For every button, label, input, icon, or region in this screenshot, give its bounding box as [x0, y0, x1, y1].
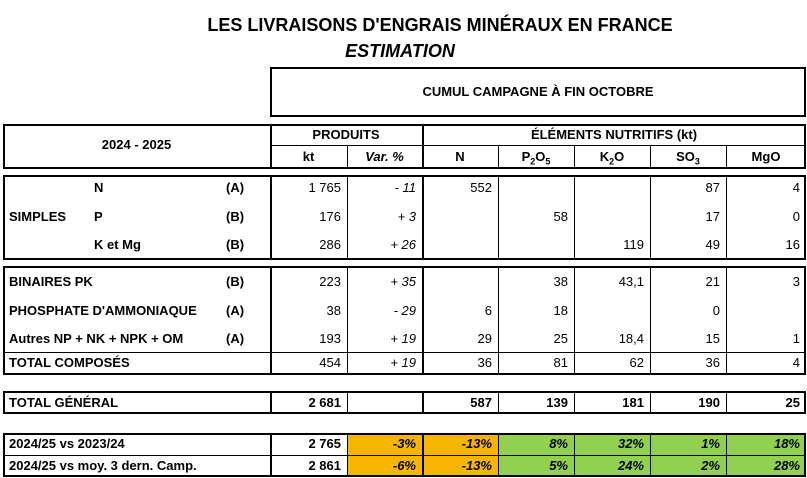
cell-mgo: 1	[792, 331, 800, 346]
row-code: (A)	[226, 303, 245, 318]
cell-var: - 11	[394, 180, 416, 195]
row-name: P	[94, 209, 103, 224]
page-subtitle: ESTIMATION	[345, 41, 455, 61]
cell-kt: 223	[319, 274, 341, 289]
page-title: LES LIVRAISONS D'ENGRAIS MINÉRAUX EN FRANCE	[207, 15, 673, 35]
row-name: PHOSPHATE D'AMMONIAQUE	[9, 303, 197, 318]
cell-k2o: 43,1	[618, 274, 644, 289]
cell-n: 552	[470, 180, 492, 195]
total-general-kt: 2 681	[308, 395, 341, 410]
comparison-mgo: 28%	[773, 458, 800, 473]
total-composes-mgo: 4	[792, 355, 800, 370]
cell-kt: 38	[326, 303, 341, 318]
cell-p2o5	[498, 233, 574, 257]
cell-n	[422, 270, 498, 294]
total-general-n: 587	[470, 395, 492, 410]
row-code: (B)	[226, 274, 245, 289]
cell-p2o5: 38	[553, 274, 568, 289]
so3-header: $SO_3$	[676, 149, 700, 167]
cell-so3: 21	[705, 274, 720, 289]
elements-header: ÉLÉMENTS NUTRITIFS (kt)	[530, 127, 698, 142]
cell-mgo: 4	[792, 180, 800, 195]
cell-var: + 19	[390, 331, 416, 346]
total-general-so3: 190	[698, 395, 720, 410]
total-composes-k2o: 62	[629, 355, 644, 370]
comparison-kt: 2 765	[308, 436, 341, 451]
cell-p2o5: 18	[553, 303, 568, 318]
cell-n: 6	[484, 303, 492, 318]
cell-mgo: 3	[792, 274, 800, 289]
cell-var: + 35	[390, 274, 416, 289]
total-general-p2o5: 139	[546, 395, 568, 410]
comparison-k2o: 24%	[617, 458, 644, 473]
row-code: (B)	[226, 237, 245, 252]
row-name: K et Mg	[94, 237, 141, 252]
cell-n	[422, 205, 498, 229]
cell-kt: 193	[319, 331, 341, 346]
cell-k2o: 18,4	[618, 331, 644, 346]
row-code: (B)	[226, 209, 245, 224]
mgo-header: MgO	[751, 149, 781, 164]
cell-n	[422, 233, 498, 257]
comparison-k2o: 32%	[617, 436, 644, 451]
period-label: CUMUL CAMPAGNE À FIN OCTOBRE	[422, 84, 654, 99]
produits-header: PRODUITS	[312, 127, 380, 142]
total-general-label: TOTAL GÉNÉRAL	[9, 395, 119, 410]
cell-so3: 0	[712, 303, 720, 318]
cell-p2o5: 58	[553, 209, 568, 224]
comparison-var: -3%	[392, 436, 416, 451]
n-header: N	[455, 149, 465, 164]
cell-k2o	[574, 205, 650, 229]
cell-mgo	[726, 299, 806, 323]
comparison-label: 2024/25 vs 2023/24	[9, 436, 125, 451]
total-composes-n: 36	[477, 355, 492, 370]
total-general-mgo: 25	[785, 395, 800, 410]
cell-var: + 26	[390, 237, 416, 252]
cell-k2o	[574, 299, 650, 323]
comparison-kt: 2 861	[308, 458, 341, 473]
cell-p2o5: 25	[553, 331, 568, 346]
total-composes-var: + 19	[390, 355, 416, 370]
cell-so3: 87	[705, 180, 720, 195]
row-code: (A)	[226, 331, 245, 346]
cell-kt: 176	[319, 209, 341, 224]
var-header: Var. %	[365, 149, 404, 164]
cell-so3: 15	[705, 331, 720, 346]
comparison-label: 2024/25 vs moy. 3 dern. Camp.	[9, 458, 197, 473]
cell-k2o: 119	[623, 237, 644, 252]
cell-kt: 286	[319, 237, 341, 252]
total-general-k2o: 181	[622, 395, 644, 410]
cell-mgo: 16	[785, 237, 800, 252]
comparison-p2o5: 8%	[549, 436, 568, 451]
cell-var: - 29	[393, 303, 416, 318]
total-composes-so3: 36	[705, 355, 720, 370]
comparison-n: -13%	[461, 436, 492, 451]
k2o-header: $K_2O$	[599, 149, 625, 167]
total-composes-kt: 454	[319, 355, 341, 370]
p2o5-header: $P_2O_5$	[521, 149, 551, 167]
cell-n: 29	[477, 331, 492, 346]
total-composes-label: TOTAL COMPOSÉS	[9, 355, 130, 370]
cell-kt: 1 765	[308, 180, 341, 195]
campaign-label: 2024 - 2025	[101, 137, 172, 152]
total-composes-p2o5: 81	[553, 355, 568, 370]
cell-so3: 49	[705, 237, 720, 252]
cell-k2o	[574, 176, 650, 200]
cell-so3: 17	[705, 209, 720, 224]
cell-p2o5	[498, 176, 574, 200]
row-code: (A)	[226, 180, 245, 195]
comparison-n: -13%	[461, 458, 492, 473]
row-name: Autres NP + NK + NPK + OM	[9, 331, 184, 346]
row-name: N	[94, 180, 104, 195]
kt-header: kt	[302, 149, 315, 164]
cell-var: + 3	[397, 209, 416, 224]
comparison-so3: 2%	[701, 458, 720, 473]
row-name: BINAIRES PK	[9, 274, 93, 289]
comparison-mgo: 18%	[773, 436, 800, 451]
comparison-p2o5: 5%	[549, 458, 568, 473]
comparison-so3: 1%	[701, 436, 720, 451]
comparison-var: -6%	[392, 458, 416, 473]
period-box	[270, 67, 806, 117]
cell-mgo: 0	[792, 209, 800, 224]
simples-label: SIMPLES	[9, 209, 67, 224]
